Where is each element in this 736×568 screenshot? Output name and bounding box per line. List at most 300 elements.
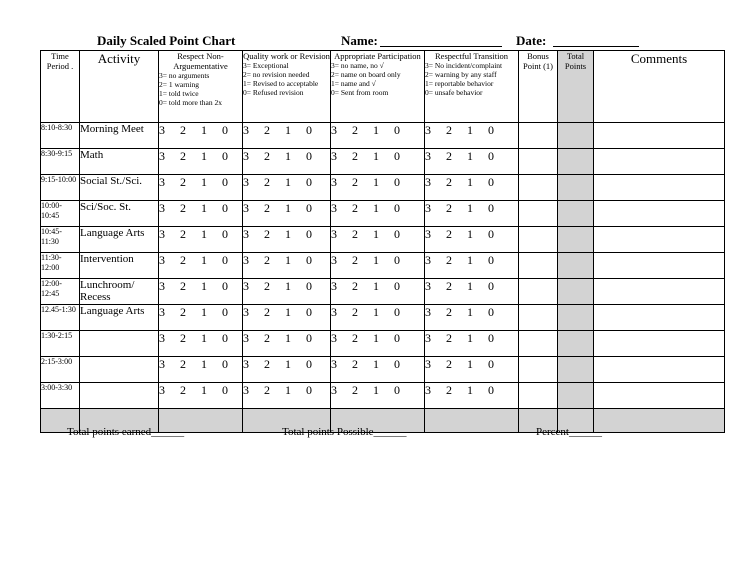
score-option-1[interactable]: 1 [201, 383, 207, 397]
score-option-2[interactable]: 2 [352, 357, 358, 371]
score-option-1[interactable]: 1 [467, 253, 473, 267]
score-option-3[interactable]: 3 [425, 175, 431, 189]
name-label: Name: [341, 33, 378, 48]
table-row [41, 253, 725, 279]
participation-score-cell [331, 279, 425, 305]
score-option-3[interactable]: 3 [243, 357, 249, 371]
score-option-1[interactable]: 1 [373, 201, 379, 215]
score-option-1[interactable]: 1 [373, 123, 379, 137]
score-option-3[interactable]: 3 [243, 201, 249, 215]
summary-cell[interactable] [594, 409, 725, 433]
activity-cell [80, 357, 159, 383]
score-option-0[interactable]: 0 [306, 357, 312, 371]
score-option-1[interactable]: 1 [467, 279, 473, 293]
score-option-2[interactable]: 2 [446, 279, 452, 293]
score-option-0[interactable]: 0 [488, 123, 494, 137]
score-option-2[interactable]: 2 [264, 305, 270, 319]
participation-key-2: 2= name on board only [331, 70, 401, 79]
score-option-0[interactable]: 0 [222, 253, 228, 267]
score-option-1[interactable]: 1 [467, 383, 473, 397]
score-option-0[interactable]: 0 [306, 279, 312, 293]
score-option-0[interactable]: 0 [222, 357, 228, 371]
score-option-3[interactable]: 3 [243, 253, 249, 267]
score-option-0[interactable]: 0 [222, 175, 228, 189]
participation-key-0: 0= Sent from room [331, 88, 389, 97]
score-option-1[interactable]: 1 [373, 357, 379, 371]
score-option-3[interactable]: 3 [159, 253, 165, 267]
score-option-2[interactable]: 2 [264, 149, 270, 163]
activity-cell: Language Arts [80, 305, 159, 331]
score-option-0[interactable]: 0 [306, 175, 312, 189]
total-points-cell[interactable] [558, 149, 594, 175]
score-option-1[interactable]: 1 [285, 201, 291, 215]
score-option-3[interactable]: 3 [331, 357, 337, 371]
score-option-0[interactable]: 0 [306, 331, 312, 345]
score-option-3[interactable]: 3 [331, 305, 337, 319]
score-option-0[interactable]: 0 [488, 383, 494, 397]
transition-score-cell [425, 331, 519, 357]
score-option-2[interactable]: 2 [264, 331, 270, 345]
score-option-0[interactable]: 0 [306, 149, 312, 163]
score-option-2[interactable]: 2 [352, 123, 358, 137]
total-points-cell[interactable] [558, 253, 594, 279]
participation-score-cell [331, 201, 425, 227]
respect-key-0: 0= told more than 2x [159, 98, 222, 107]
time-period-cell: 1:30-2:15 [41, 331, 80, 357]
score-option-0[interactable]: 0 [306, 201, 312, 215]
score-option-2[interactable]: 2 [352, 149, 358, 163]
bonus-point-cell[interactable] [519, 331, 558, 357]
time-period-cell: 2:15-3:00 [41, 357, 80, 383]
total-earned-label: Total points earned______ [67, 426, 185, 438]
score-option-0[interactable]: 0 [394, 175, 400, 189]
chart-body [41, 123, 725, 433]
score-option-0[interactable]: 0 [394, 279, 400, 293]
score-option-0[interactable]: 0 [306, 123, 312, 137]
quality-key-0: 0= Refused revision [243, 88, 304, 97]
respect-key-2: 2= 1 warning [159, 80, 200, 89]
respect-score-cell [159, 305, 243, 331]
score-option-1[interactable]: 1 [285, 305, 291, 319]
score-option-2[interactable]: 2 [180, 383, 186, 397]
total-points-header: Total Points [558, 51, 594, 123]
score-option-3[interactable]: 3 [159, 305, 165, 319]
score-option-2[interactable]: 2 [180, 227, 186, 241]
quality-score-cell [243, 149, 331, 175]
score-option-3[interactable]: 3 [331, 201, 337, 215]
score-option-3[interactable]: 3 [331, 227, 337, 241]
score-option-0[interactable]: 0 [222, 149, 228, 163]
score-option-1[interactable]: 1 [201, 227, 207, 241]
comments-cell[interactable] [594, 383, 725, 409]
score-option-0[interactable]: 0 [488, 305, 494, 319]
score-option-3[interactable]: 3 [425, 253, 431, 267]
participation-score-cell [331, 383, 425, 409]
comments-cell[interactable] [594, 279, 725, 305]
score-option-0[interactable]: 0 [306, 227, 312, 241]
table-row [41, 383, 725, 409]
transition-key-2: 2= warning by any staff [425, 70, 497, 79]
respect-title: Respect Non-Arguementative [173, 51, 228, 71]
comments-cell[interactable] [594, 331, 725, 357]
score-option-0[interactable]: 0 [394, 253, 400, 267]
score-option-1[interactable]: 1 [373, 305, 379, 319]
participation-title: Appropriate Participation [334, 51, 421, 61]
quality-score-cell [243, 201, 331, 227]
quality-key-3: 3= Exceptional [243, 61, 289, 70]
respect-key-1: 1= told twice [159, 89, 199, 98]
score-option-1[interactable]: 1 [285, 279, 291, 293]
score-option-2[interactable]: 2 [352, 331, 358, 345]
score-option-0[interactable]: 0 [394, 201, 400, 215]
score-option-3[interactable]: 3 [243, 123, 249, 137]
score-option-2[interactable]: 2 [264, 175, 270, 189]
score-option-0[interactable]: 0 [394, 305, 400, 319]
participation-score-cell [331, 123, 425, 149]
score-option-0[interactable]: 0 [306, 383, 312, 397]
date-label: Date: [516, 33, 547, 48]
score-option-1[interactable]: 1 [285, 383, 291, 397]
participation-key-1: 1= name and √ [331, 79, 376, 88]
score-option-0[interactable]: 0 [394, 383, 400, 397]
score-option-3[interactable]: 3 [425, 383, 431, 397]
total-points-cell[interactable] [558, 227, 594, 253]
score-option-3[interactable]: 3 [331, 331, 337, 345]
score-option-2[interactable]: 2 [180, 123, 186, 137]
comments-cell[interactable] [594, 201, 725, 227]
score-option-2[interactable]: 2 [446, 383, 452, 397]
quality-key-2: 2= no revision needed [243, 70, 310, 79]
respect-score-cell [159, 123, 243, 149]
score-option-3[interactable]: 3 [159, 357, 165, 371]
transition-score-cell [425, 253, 519, 279]
score-option-2[interactable]: 2 [264, 227, 270, 241]
score-option-3[interactable]: 3 [331, 253, 337, 267]
activity-cell: Sci/Soc. St. [80, 201, 159, 227]
score-option-1[interactable]: 1 [373, 383, 379, 397]
score-option-1[interactable]: 1 [201, 279, 207, 293]
bonus-point-cell[interactable] [519, 201, 558, 227]
percent-label: Percent______ [536, 426, 602, 438]
participation-score-cell [331, 253, 425, 279]
score-option-2[interactable]: 2 [180, 331, 186, 345]
activity-cell: Math [80, 149, 159, 175]
score-option-3[interactable]: 3 [243, 331, 249, 345]
chart-title: Daily Scaled Point Chart [97, 33, 236, 48]
total-points-cell[interactable] [558, 201, 594, 227]
score-option-0[interactable]: 0 [222, 123, 228, 137]
comments-cell[interactable] [594, 175, 725, 201]
time-period-cell: 9:15-10:00 [41, 175, 80, 201]
score-option-2[interactable]: 2 [352, 383, 358, 397]
participation-score-cell [331, 331, 425, 357]
participation-header [331, 51, 425, 123]
score-option-1[interactable]: 1 [467, 175, 473, 189]
score-option-1[interactable]: 1 [285, 149, 291, 163]
score-option-0[interactable]: 0 [222, 227, 228, 241]
score-option-3[interactable]: 3 [159, 279, 165, 293]
quality-score-cell [243, 175, 331, 201]
comments-cell[interactable] [594, 149, 725, 175]
transition-score-cell [425, 227, 519, 253]
score-option-1[interactable]: 1 [467, 201, 473, 215]
score-option-2[interactable]: 2 [180, 253, 186, 267]
transition-title: Respectful Transition [435, 51, 508, 61]
score-option-1[interactable]: 1 [201, 201, 207, 215]
participation-score-cell [331, 149, 425, 175]
bonus-point-cell[interactable] [519, 123, 558, 149]
score-option-1[interactable]: 1 [467, 357, 473, 371]
time-period-cell: 10:45-11:30 [41, 227, 80, 253]
transition-score-cell [425, 123, 519, 149]
total-points-cell[interactable] [558, 175, 594, 201]
bonus-point-cell[interactable] [519, 227, 558, 253]
score-option-1[interactable]: 1 [285, 331, 291, 345]
score-option-3[interactable]: 3 [243, 383, 249, 397]
score-option-2[interactable]: 2 [180, 175, 186, 189]
score-option-0[interactable]: 0 [488, 279, 494, 293]
score-option-1[interactable]: 1 [467, 123, 473, 137]
score-option-3[interactable]: 3 [425, 279, 431, 293]
score-option-1[interactable]: 1 [285, 357, 291, 371]
score-option-1[interactable]: 1 [201, 305, 207, 319]
bonus-point-cell[interactable] [519, 149, 558, 175]
score-option-2[interactable]: 2 [446, 331, 452, 345]
score-option-1[interactable]: 1 [373, 279, 379, 293]
comments-cell[interactable] [594, 253, 725, 279]
activity-cell: Language Arts [80, 227, 159, 253]
comments-cell[interactable] [594, 305, 725, 331]
score-option-3[interactable]: 3 [159, 149, 165, 163]
score-option-1[interactable]: 1 [201, 175, 207, 189]
score-option-3[interactable]: 3 [159, 383, 165, 397]
score-option-0[interactable]: 0 [222, 305, 228, 319]
score-option-1[interactable]: 1 [373, 149, 379, 163]
bonus-point-cell[interactable] [519, 253, 558, 279]
score-option-2[interactable]: 2 [352, 201, 358, 215]
quality-header [243, 51, 331, 123]
score-option-3[interactable]: 3 [159, 227, 165, 241]
table-row [41, 123, 725, 149]
score-option-2[interactable]: 2 [264, 253, 270, 267]
score-option-1[interactable]: 1 [201, 149, 207, 163]
bonus-point-header: Bonus Point (1) [519, 51, 558, 123]
transition-score-cell [425, 279, 519, 305]
score-option-2[interactable]: 2 [264, 123, 270, 137]
bonus-point-cell[interactable] [519, 305, 558, 331]
score-option-3[interactable]: 3 [425, 357, 431, 371]
activity-cell: Morning Meet [80, 123, 159, 149]
score-option-1[interactable]: 1 [373, 253, 379, 267]
total-points-cell[interactable] [558, 305, 594, 331]
score-option-3[interactable]: 3 [159, 123, 165, 137]
score-option-2[interactable]: 2 [264, 201, 270, 215]
activity-cell [80, 331, 159, 357]
score-option-1[interactable]: 1 [467, 149, 473, 163]
score-option-3[interactable]: 3 [159, 331, 165, 345]
summary-cell[interactable] [425, 409, 519, 433]
score-option-1[interactable]: 1 [285, 253, 291, 267]
time-period-header: Time Period . [41, 51, 80, 123]
respect-key-3: 3= no arguments [159, 71, 210, 80]
score-option-0[interactable]: 0 [488, 227, 494, 241]
score-option-1[interactable]: 1 [201, 357, 207, 371]
score-option-2[interactable]: 2 [180, 279, 186, 293]
score-option-0[interactable]: 0 [222, 201, 228, 215]
score-option-0[interactable]: 0 [488, 331, 494, 345]
score-option-2[interactable]: 2 [180, 201, 186, 215]
score-option-2[interactable]: 2 [352, 305, 358, 319]
score-option-2[interactable]: 2 [446, 149, 452, 163]
score-option-3[interactable]: 3 [331, 175, 337, 189]
quality-score-cell [243, 253, 331, 279]
score-option-0[interactable]: 0 [488, 175, 494, 189]
respect-score-cell [159, 175, 243, 201]
participation-score-cell [331, 227, 425, 253]
total-points-cell[interactable] [558, 331, 594, 357]
table-row [41, 305, 725, 331]
time-period-cell: 8:10-8:30 [41, 123, 80, 149]
score-option-2[interactable]: 2 [180, 149, 186, 163]
respect-score-cell [159, 279, 243, 305]
score-option-3[interactable]: 3 [243, 227, 249, 241]
score-option-0[interactable]: 0 [394, 227, 400, 241]
quality-score-cell [243, 279, 331, 305]
score-option-2[interactable]: 2 [352, 227, 358, 241]
activity-header: Activity [80, 51, 159, 123]
quality-title: Quality work or Revision [243, 51, 330, 61]
score-option-2[interactable]: 2 [352, 175, 358, 189]
score-option-3[interactable]: 3 [425, 123, 431, 137]
score-option-0[interactable]: 0 [394, 123, 400, 137]
score-option-0[interactable]: 0 [488, 201, 494, 215]
score-option-2[interactable]: 2 [446, 305, 452, 319]
score-option-3[interactable]: 3 [243, 279, 249, 293]
score-option-1[interactable]: 1 [467, 305, 473, 319]
score-option-3[interactable]: 3 [159, 201, 165, 215]
transition-key-0: 0= unsafe behavior [425, 88, 483, 97]
score-option-1[interactable]: 1 [285, 227, 291, 241]
score-option-1[interactable]: 1 [373, 227, 379, 241]
table-row [41, 149, 725, 175]
respect-score-cell [159, 331, 243, 357]
score-option-0[interactable]: 0 [222, 331, 228, 345]
bonus-point-cell[interactable] [519, 175, 558, 201]
score-option-0[interactable]: 0 [222, 383, 228, 397]
score-option-0[interactable]: 0 [394, 331, 400, 345]
score-option-0[interactable]: 0 [488, 253, 494, 267]
score-option-3[interactable]: 3 [243, 175, 249, 189]
comments-cell[interactable] [594, 227, 725, 253]
score-option-2[interactable]: 2 [264, 279, 270, 293]
score-option-2[interactable]: 2 [180, 305, 186, 319]
quality-score-cell [243, 227, 331, 253]
score-option-3[interactable]: 3 [331, 123, 337, 137]
total-points-cell[interactable] [558, 383, 594, 409]
score-option-3[interactable]: 3 [425, 149, 431, 163]
score-option-3[interactable]: 3 [331, 279, 337, 293]
score-option-2[interactable]: 2 [264, 357, 270, 371]
transition-score-cell [425, 175, 519, 201]
point-chart-table [40, 50, 725, 433]
total-points-cell[interactable] [558, 357, 594, 383]
score-option-2[interactable]: 2 [446, 201, 452, 215]
participation-score-cell [331, 305, 425, 331]
comments-cell[interactable] [594, 357, 725, 383]
score-option-1[interactable]: 1 [373, 175, 379, 189]
score-option-1[interactable]: 1 [467, 331, 473, 345]
transition-score-cell [425, 383, 519, 409]
participation-key-3: 3= no name, no √ [331, 61, 384, 70]
score-option-3[interactable]: 3 [425, 305, 431, 319]
score-option-2[interactable]: 2 [446, 227, 452, 241]
score-option-2[interactable]: 2 [446, 253, 452, 267]
score-option-1[interactable]: 1 [285, 175, 291, 189]
bonus-point-cell[interactable] [519, 383, 558, 409]
score-option-0[interactable]: 0 [488, 149, 494, 163]
time-period-cell: 8:30-9:15 [41, 149, 80, 175]
transition-score-cell [425, 149, 519, 175]
score-option-0[interactable]: 0 [222, 279, 228, 293]
score-option-0[interactable]: 0 [306, 253, 312, 267]
score-option-1[interactable]: 1 [201, 331, 207, 345]
bonus-point-cell[interactable] [519, 357, 558, 383]
activity-cell: Intervention [80, 253, 159, 279]
respect-score-cell [159, 357, 243, 383]
score-option-1[interactable]: 1 [285, 123, 291, 137]
respect-score-cell [159, 383, 243, 409]
total-points-cell[interactable] [558, 279, 594, 305]
table-row [41, 357, 725, 383]
date-field[interactable] [553, 46, 639, 47]
score-option-0[interactable]: 0 [488, 357, 494, 371]
score-option-1[interactable]: 1 [201, 123, 207, 137]
score-option-0[interactable]: 0 [394, 357, 400, 371]
activity-cell [80, 383, 159, 409]
score-option-0[interactable]: 0 [394, 149, 400, 163]
score-option-2[interactable]: 2 [446, 357, 452, 371]
table-row [41, 175, 725, 201]
score-option-0[interactable]: 0 [306, 305, 312, 319]
score-option-2[interactable]: 2 [180, 357, 186, 371]
score-option-3[interactable]: 3 [243, 305, 249, 319]
time-period-cell: 11:30-12:00 [41, 253, 80, 279]
score-option-2[interactable]: 2 [352, 253, 358, 267]
score-option-3[interactable]: 3 [425, 331, 431, 345]
score-option-3[interactable]: 3 [425, 201, 431, 215]
score-option-2[interactable]: 2 [446, 175, 452, 189]
score-option-3[interactable]: 3 [331, 383, 337, 397]
score-option-3[interactable]: 3 [243, 149, 249, 163]
score-option-1[interactable]: 1 [201, 253, 207, 267]
respect-score-cell [159, 149, 243, 175]
comments-cell[interactable] [594, 123, 725, 149]
score-option-3[interactable]: 3 [331, 149, 337, 163]
table-row [41, 201, 725, 227]
table-row [41, 279, 725, 305]
score-option-3[interactable]: 3 [425, 227, 431, 241]
score-option-1[interactable]: 1 [373, 331, 379, 345]
score-option-3[interactable]: 3 [159, 175, 165, 189]
bonus-point-cell[interactable] [519, 279, 558, 305]
name-field[interactable] [380, 46, 502, 47]
score-option-2[interactable]: 2 [352, 279, 358, 293]
respect-score-cell [159, 253, 243, 279]
total-points-cell[interactable] [558, 123, 594, 149]
score-option-1[interactable]: 1 [467, 227, 473, 241]
score-option-2[interactable]: 2 [264, 383, 270, 397]
score-option-2[interactable]: 2 [446, 123, 452, 137]
